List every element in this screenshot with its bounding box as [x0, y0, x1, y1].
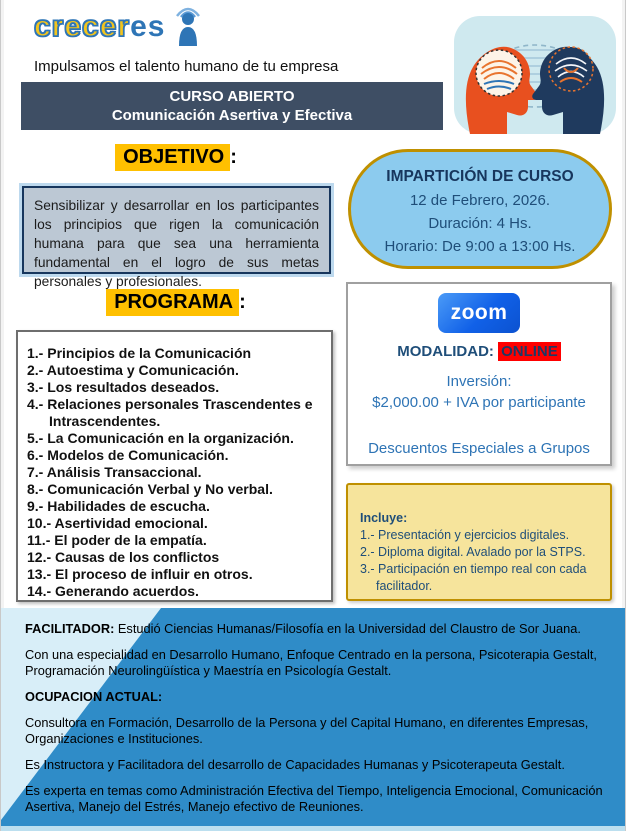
- banner-course-type: CURSO ABIERTO: [169, 88, 295, 105]
- inversion-label: Inversión:: [446, 373, 512, 390]
- incluye-item: 1.- Presentación y ejercicios digitales.: [360, 528, 570, 542]
- objetivo-text: Sensibilizar y desarrollar en los participantes los principios que rigen la comunicación humana para que sea una herramienta fundamental en el logro de sus metas personales y profesionales.: [34, 198, 319, 289]
- programa-heading-highlight: PROGRAMA: [106, 289, 239, 316]
- imparticion-schedule: Horario: De 9:00 a 13:00 Hs.: [384, 238, 576, 255]
- imparticion-date: 12 de Febrero, 2026.: [409, 192, 551, 209]
- descuentos-text: Descuentos Especiales a Grupos: [368, 440, 590, 457]
- programa-heading-colon: :: [239, 291, 246, 313]
- ocupacion-label: OCUPACION ACTUAL:: [25, 689, 163, 704]
- program-item: 8.- Comunicación Verbal y No verbal.: [27, 481, 273, 497]
- program-item: 9.- Habilidades de escucha.: [27, 498, 210, 514]
- facilitador-section: [1, 608, 626, 831]
- program-item: 1.- Principios de la Comunicación: [27, 345, 252, 361]
- objetivo-box: [22, 186, 331, 289]
- course-banner: [21, 82, 443, 130]
- program-item: 4.- Relaciones personales Trascendentes e Intrascendentes.: [27, 396, 313, 429]
- communication-heads-illustration: [454, 16, 616, 139]
- brand-tagline: Impulsamos el talento humano de tu empresa: [34, 58, 339, 75]
- facilitador-text: Estudió Ciencias Humanas/Filosofía en la Universidad del Claustro de Sor Juana.: [117, 621, 581, 636]
- program-item: 12.- Causas de los conflictos: [27, 549, 220, 565]
- especialidad-paragraph: Con una especialidad en Desarrollo Humano, Enfoque Centrado en la persona, Psicoterapia Gestalt, Programación Neurolingüística y Maestría en Psicología Gestalt.: [25, 647, 597, 678]
- zoom-logo: zoom: [438, 293, 520, 333]
- ocupacion-paragraph-1: Consultora en Formación, Desarrollo de la Persona y del Capital Humano, en diferentes Empresas, Organizaciones e Instituciones.: [25, 715, 589, 746]
- program-item: 2.- Autoestima y Comunicación.: [27, 362, 239, 378]
- program-item: 7.- Análisis Transaccional.: [27, 464, 202, 480]
- brand-logo: [34, 12, 205, 51]
- programa-heading: [21, 291, 331, 314]
- incluye-heading: Incluye:: [360, 511, 408, 525]
- imparticion-title: IMPARTICIÓN DE CURSO: [386, 168, 574, 185]
- modalidad-line: [348, 343, 610, 360]
- modalidad-label: MODALIDAD:: [397, 343, 494, 360]
- program-item: 6.- Modelos de Comunicación.: [27, 447, 229, 463]
- incluye-item: 3.- Participación en tiempo real con cada facilitador.: [360, 562, 587, 593]
- incluye-item: 2.- Diploma digital. Avalado por la STPS.: [360, 545, 586, 559]
- programa-box: [16, 330, 333, 602]
- programa-list: [27, 345, 323, 600]
- program-item: 5.- La Comunicación en la organización.: [27, 430, 294, 446]
- program-item: 3.- Los resultados deseados.: [27, 379, 220, 395]
- modalidad-box: [346, 282, 612, 466]
- incluye-list: [360, 527, 600, 595]
- program-item: 13.- El proceso de influir en otros.: [27, 566, 253, 582]
- banner-course-title: Comunicación Asertiva y Efectiva: [111, 107, 353, 124]
- modalidad-value-online: ONLINE: [498, 342, 561, 361]
- program-item: 11.- El poder de la empatía.: [27, 532, 207, 548]
- imparticion-duration: Duración: 4 Hs.: [428, 215, 532, 232]
- bottom-accent-strip: [1, 826, 626, 831]
- objetivo-heading-highlight: OBJETIVO: [115, 144, 230, 171]
- incluye-box: [346, 483, 612, 601]
- imparticion-pill: [348, 149, 612, 269]
- facilitador-paragraph: [25, 621, 603, 637]
- logo-text-es: es: [130, 10, 166, 43]
- objetivo-heading: [21, 146, 331, 169]
- logo-text-crecer: crecer: [34, 10, 131, 43]
- objetivo-heading-colon: :: [230, 146, 237, 168]
- ocupacion-paragraph-3: Es experta en temas como Administración Efectiva del Tiempo, Inteligencia Emocional, Comunicación Asertiva, Manejo del Estrés, Manejo efectivo de Reuniones.: [25, 783, 603, 814]
- program-item: 14.- Generando acuerdos.: [27, 583, 199, 599]
- facilitador-label: FACILITADOR:: [25, 621, 115, 636]
- program-item: 10.- Asertividad emocional.: [27, 515, 208, 531]
- ocupacion-paragraph-2: Es Instructora y Facilitadora del desarrollo de Capacidades Humanas y Psicoterapeuta Gestalt.: [25, 757, 565, 772]
- person-icon: [171, 4, 205, 51]
- inversion-value: $2,000.00 + IVA por participante: [372, 394, 586, 411]
